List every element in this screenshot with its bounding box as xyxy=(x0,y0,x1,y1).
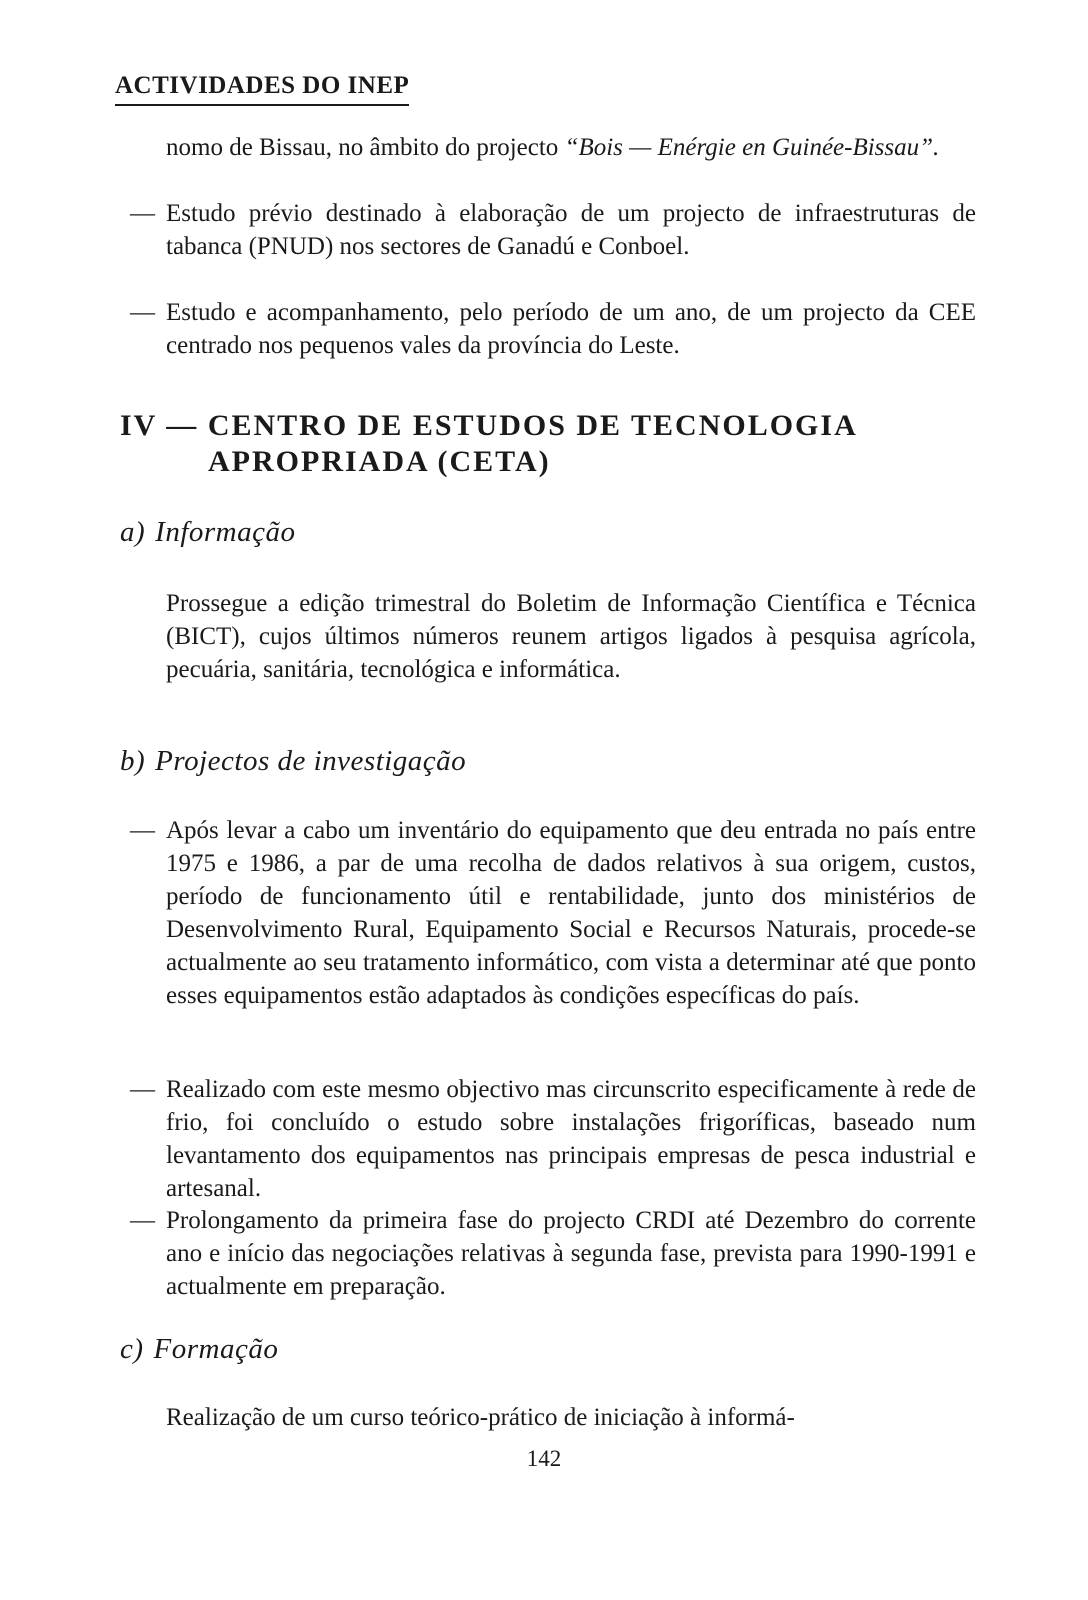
list-item xyxy=(130,1073,976,1205)
list-item-text: Estudo e acompanhamento, pelo período de um ano, de um projecto da CEE centrado nos pequenos vales da província do Leste. xyxy=(166,299,976,359)
list-item xyxy=(130,296,976,362)
paragraph-formacao: Realização de um curso teórico-prático de iniciação à informá- xyxy=(166,1404,795,1431)
project-name: “Bois — Enérgie en Guinée-Bissau”. xyxy=(564,134,940,161)
subheading-title: Formação xyxy=(153,1333,279,1365)
dash-marker: — xyxy=(130,1207,155,1234)
paragraph-informacao: Prossegue a edição trimestral do Boletim de Informação Científica e Técnica (BICT), cujos últimos números reunem artigos ligados à pesquisa agrícola, pecuária, sanitária, tecnológica e informática. xyxy=(166,590,976,683)
dash-marker: — xyxy=(130,200,155,227)
list-item-text: Após levar a cabo um inventário do equipamento que deu entrada no país entre 1975 e 1986, a par de uma recolha de dados relativos à sua origem, custos, período de funcionamento útil e rentabilidade, junto dos ministérios de Desenvolvimento Rural, Equipamento Social e Recursos Naturais, procede-se actualmente ao seu tratamento informático, com vista a determinar até que ponto esses equipamentos estão adaptados às condições específicas do país. xyxy=(166,817,976,1009)
subheading-b xyxy=(120,745,466,778)
continuation-paragraph xyxy=(166,131,976,164)
dash-marker: — xyxy=(130,299,155,326)
section-number: IV — xyxy=(120,409,199,442)
list-item-text: Realizado com este mesmo objectivo mas circunscrito especificamente à rede de frio, foi concluído o estudo sobre instalações frigoríficas, baseado num levantamento dos equipamentos nas principais empresas de pesca industrial e artesanal. xyxy=(166,1076,976,1202)
page-number: 142 xyxy=(526,1446,562,1471)
running-header: ACTIVIDADES DO INEP xyxy=(115,72,409,106)
subheading-letter: b) xyxy=(120,745,146,777)
list-item xyxy=(130,197,976,263)
subheading-letter: c) xyxy=(120,1333,144,1365)
section-title-line2: APROPRIADA (CETA) xyxy=(208,445,551,478)
subheading-a xyxy=(120,516,296,549)
subheading-title: Informação xyxy=(155,516,296,548)
list-item-text: Estudo prévio destinado à elaboração de um projecto de infraestruturas de tabanca (PNUD) nos sectores de Ganadú e Conboel. xyxy=(166,200,976,260)
dash-marker: — xyxy=(130,1076,155,1103)
list-item-text: Prolongamento da primeira fase do projecto CRDI até Dezembro do corrente ano e início das negociações relativas à segunda fase, prevista para 1990-1991 e actualmente em preparação. xyxy=(166,1207,976,1300)
list-item xyxy=(130,814,976,1012)
subheading-c xyxy=(120,1333,278,1366)
section-title-line1: CENTRO DE ESTUDOS DE TECNOLOGIA xyxy=(207,409,858,442)
dash-marker: — xyxy=(130,817,155,844)
subheading-letter: a) xyxy=(120,516,146,548)
list-item xyxy=(130,1204,976,1303)
subheading-title: Projectos de investigação xyxy=(155,745,467,777)
section-heading xyxy=(120,408,858,480)
continuation-text: nomo de Bissau, no âmbito do projecto xyxy=(166,134,565,161)
